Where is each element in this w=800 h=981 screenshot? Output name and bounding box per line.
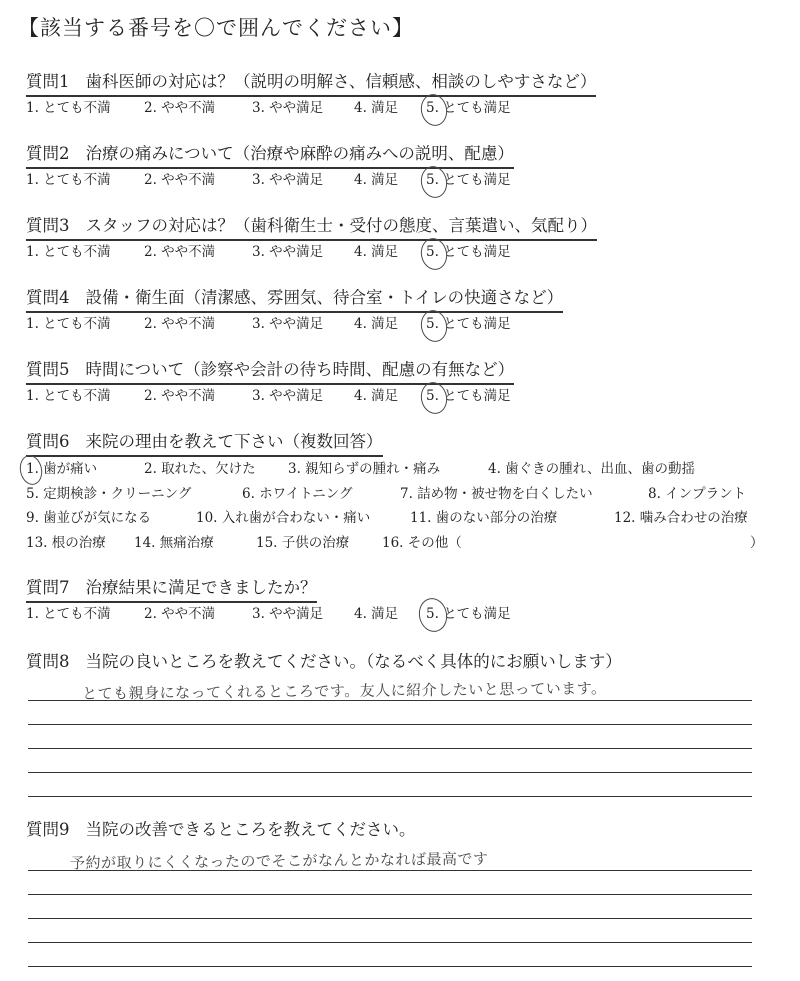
reason-3[interactable]: 3. 親知らずの腫れ・痛み bbox=[288, 461, 441, 477]
option-4[interactable]: 4. 満足 bbox=[354, 388, 399, 404]
option-5[interactable]: 5. とても満足 bbox=[426, 244, 511, 260]
rating-options bbox=[26, 385, 514, 407]
answer-line bbox=[28, 748, 752, 749]
question-4 bbox=[26, 286, 563, 335]
option-2[interactable]: 2. やや不満 bbox=[144, 606, 216, 622]
option-2[interactable]: 2. やや不満 bbox=[144, 316, 216, 332]
question-6 bbox=[26, 430, 764, 555]
reason-10[interactable]: 10. 入れ歯が合わない・痛い bbox=[196, 510, 371, 526]
option-3[interactable]: 3. やや満足 bbox=[252, 606, 324, 622]
question-number: 質問7 bbox=[26, 578, 70, 597]
option-3[interactable]: 3. やや満足 bbox=[252, 172, 324, 188]
other-close-paren: ） bbox=[750, 534, 764, 551]
option-1[interactable]: 1. とても不満 bbox=[26, 100, 111, 116]
option-3[interactable]: 3. やや満足 bbox=[252, 388, 324, 404]
question-9 bbox=[26, 818, 416, 843]
question-number: 質問6 bbox=[26, 432, 70, 451]
answer-line bbox=[28, 942, 752, 943]
option-4[interactable]: 4. 満足 bbox=[354, 100, 399, 116]
question-3 bbox=[26, 214, 597, 263]
option-5[interactable]: 5. とても満足 bbox=[426, 316, 511, 332]
option-4[interactable]: 4. 満足 bbox=[354, 606, 399, 622]
question-text: 当院の良いところを教えてください。（なるべく具体的にお願いします） bbox=[85, 652, 622, 671]
option-4[interactable]: 4. 満足 bbox=[354, 172, 399, 188]
answer-line bbox=[28, 700, 752, 701]
option-4[interactable]: 4. 満足 bbox=[354, 316, 399, 332]
question-text: 治療結果に満足できましたか？ bbox=[85, 578, 317, 597]
option-3[interactable]: 3. やや満足 bbox=[252, 100, 324, 116]
question-text: 来院の理由を教えて下さい（複数回答） bbox=[85, 432, 383, 451]
answer-line bbox=[28, 724, 752, 725]
question-7 bbox=[26, 576, 511, 625]
option-5[interactable]: 5. とても満足 bbox=[426, 388, 511, 404]
option-1[interactable]: 1. とても不満 bbox=[26, 606, 111, 622]
reason-8[interactable]: 8. インプラント bbox=[648, 485, 747, 502]
question-5 bbox=[26, 358, 514, 407]
reason-11[interactable]: 11. 歯のない部分の治療 bbox=[410, 510, 558, 526]
reason-9[interactable]: 9. 歯並びが気になる bbox=[26, 510, 152, 526]
option-1[interactable]: 1. とても不満 bbox=[26, 172, 111, 188]
question-number: 質問2 bbox=[26, 144, 70, 163]
option-5[interactable]: 5. とても満足 bbox=[426, 606, 511, 622]
option-2[interactable]: 2. やや不満 bbox=[144, 172, 216, 188]
answer-line bbox=[28, 894, 752, 895]
option-3[interactable]: 3. やや満足 bbox=[252, 244, 324, 260]
question-text: 治療の痛みについて（治療や麻酔の痛みへの説明、配慮） bbox=[85, 144, 514, 163]
answer-line bbox=[28, 796, 752, 797]
option-4[interactable]: 4. 満足 bbox=[354, 244, 399, 260]
option-5[interactable]: 5. とても満足 bbox=[426, 100, 511, 116]
rating-options bbox=[26, 97, 596, 119]
reason-12[interactable]: 12. 噛み合わせの治療 bbox=[614, 510, 748, 526]
option-2[interactable]: 2. やや不満 bbox=[144, 100, 216, 116]
question-number: 質問5 bbox=[26, 360, 70, 379]
page-heading: 【該当する番号を〇で囲んでください】 bbox=[18, 16, 414, 40]
option-3[interactable]: 3. やや満足 bbox=[252, 316, 324, 332]
answer-line bbox=[28, 772, 752, 773]
question-1 bbox=[26, 70, 596, 119]
question-number: 質問3 bbox=[26, 216, 70, 235]
option-5[interactable]: 5. とても満足 bbox=[426, 172, 511, 188]
option-2[interactable]: 2. やや不満 bbox=[144, 244, 216, 260]
rating-options bbox=[26, 241, 597, 263]
reason-7[interactable]: 7. 詰め物・被せ物を白くしたい bbox=[400, 485, 593, 502]
answer-line bbox=[28, 966, 752, 967]
reason-options bbox=[26, 457, 764, 555]
question-number: 質問8 bbox=[26, 652, 70, 671]
question-text: 時間について（診察や会計の待ち時間、配慮の有無など） bbox=[85, 360, 515, 379]
question-number: 質問9 bbox=[26, 820, 70, 839]
question-8 bbox=[26, 650, 622, 675]
option-1[interactable]: 1. とても不満 bbox=[26, 316, 111, 332]
reason-6[interactable]: 6. ホワイトニング bbox=[242, 485, 353, 502]
rating-options bbox=[26, 169, 514, 191]
question-2 bbox=[26, 142, 514, 191]
reason-4[interactable]: 4. 歯ぐきの腫れ、出血、歯の動揺 bbox=[488, 461, 695, 477]
q9-handwritten-answer[interactable]: 予約が取りにくくなったのでそこがなんとかなれば最高です bbox=[69, 849, 489, 873]
answer-line bbox=[28, 870, 752, 871]
question-text: 当院の改善できるところを教えてください。 bbox=[85, 820, 416, 839]
question-text: 設備・衛生面（清潔感、雰囲気、待合室・トイレの快適さなど） bbox=[85, 288, 564, 307]
reason-5[interactable]: 5. 定期検診・クリーニング bbox=[26, 485, 192, 502]
q8-handwritten-answer[interactable]: とても親身になってくれるところです。友人に紹介したいと思っています。 bbox=[81, 679, 607, 703]
option-2[interactable]: 2. やや不満 bbox=[144, 388, 216, 404]
reason-13[interactable]: 13. 根の治療 bbox=[26, 534, 106, 551]
reason-2[interactable]: 2. 取れた、欠けた bbox=[144, 461, 256, 477]
rating-options bbox=[26, 603, 511, 625]
question-text: 歯科医師の対応は？（説明の明解さ、信頼感、相談のしやすさなど） bbox=[85, 72, 597, 91]
reason-15[interactable]: 15. 子供の治療 bbox=[256, 534, 350, 551]
question-text: スタッフの対応は？（歯科衛生士・受付の態度、言葉遣い、気配り） bbox=[85, 216, 597, 235]
answer-line bbox=[28, 918, 752, 919]
reason-16[interactable]: 16. その他（ bbox=[382, 534, 462, 551]
option-1[interactable]: 1. とても不満 bbox=[26, 244, 111, 260]
question-number: 質問4 bbox=[26, 288, 70, 307]
rating-options bbox=[26, 313, 563, 335]
reason-14[interactable]: 14. 無痛治療 bbox=[134, 534, 214, 551]
option-1[interactable]: 1. とても不満 bbox=[26, 388, 111, 404]
reason-1[interactable]: 1. 歯が痛い bbox=[26, 461, 98, 477]
question-number: 質問1 bbox=[26, 72, 70, 91]
